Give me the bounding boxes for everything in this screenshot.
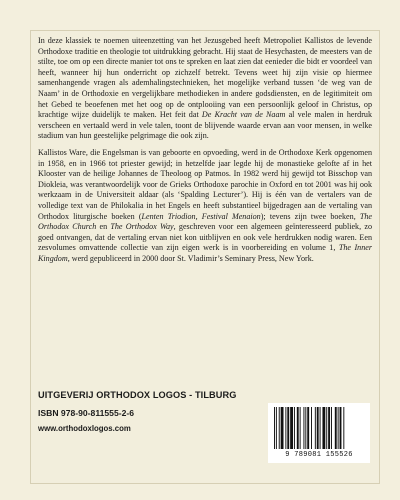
isbn-barcode <box>268 403 370 463</box>
publisher-name: UITGEVERIJ ORTHODOX LOGOS - TILBURG <box>38 390 237 400</box>
text-run: Kallistos Ware, die Engelsman is van geboorte en opvoeding, werd in de Orthodoxe Kerk opgenomen in 1958, en in 1966 tot priester gewijd; in hetzelfde jaar legde hij de monastieke gelofte af in het Klooster van de heilige Johannes de Theoloog op Patmos. In 1982 werd hij gewijd tot Bisschop van Diokleia, was verantwoordelijk voor de Grieks Orthodoxe parochie in Oxford en tot 2001 was hij ook werkzaam in de Universiteit aldaar (als ‘Spalding Lecturer’). Hij is één van de vertalers van de volledige text van de Philokalia in het Engels en heeft substantieel bijgedragen aan de vertaling van Orthodox liturgische boeken ( <box>38 147 372 221</box>
blurb-paragraph-2 <box>38 148 372 265</box>
text-run: In deze klassiek te noemen uiteenzetting van het Jezusgebed heeft Metropoliet Kallistos de levende Orthodoxe traditie en theologie tot uitdrukking gebracht. Hij staat de Hesychasten, de meesters van de stilte, toe om op een directe manier tot ons te spreken en laat zien dat eenieder die bidt er voordeel van heeft, wanneer hij hun onderricht op zichzelf betrekt. Tevens weet hij zijn visie op hiermee samenhangende vragen als ademhalingstechnieken, het mogelijke verband tussen ‘de weg van de Naam’ in de Orthodoxie en vergelijkbare methodieken in andere godsdiensten, en de legitimiteit om het Gebed te beoefenen met het oog op de ontplooiing van een persoonlijk geloof in Christus, op krachtige wijze duidelijk te maken. Het feit dat <box>38 36 372 120</box>
barcode-number: 9 789081 155526 <box>285 451 353 459</box>
publisher-website: www.orthodoxlogos.com <box>38 424 131 433</box>
text-run: , geschreven voor een algemeen geïnteresseerd publiek, zo goed ontvangen, dat de vertaling ervan niet kon uitblijven en ook vele herdrukken nodig waren. Een zesvolumes omvattende collectie van zijn eigen werk is in voorbereiding en volume 1, <box>38 222 373 253</box>
text-run: , werd gepubliceerd in 2000 door St. Vladimir’s Seminary Press, New York. <box>67 253 314 263</box>
text-run: ); tevens zijn twee boeken, <box>260 211 360 221</box>
blurb-text <box>38 36 372 270</box>
italic-title: The Inner Kingdom <box>38 243 372 263</box>
barcode-bars <box>274 407 364 451</box>
italic-title: The Orthodox Church <box>38 211 372 232</box>
text-run: al vele malen in herdruk verscheen en vertaald werd in vele talen, toont de blijvende waarde ervan aan voor mensen, in welke stadium van hun geestelijke pelgrimage die ook zijn. <box>38 110 372 141</box>
italic-title: The Orthodox Way <box>110 222 174 232</box>
italic-title: Lenten Triodion, Festival Menaion <box>141 211 261 221</box>
isbn-number: ISBN 978-90-811555-2-6 <box>38 408 135 418</box>
italic-title: De Kracht van de Naam <box>201 110 286 120</box>
blurb-paragraph-1 <box>38 36 372 142</box>
text-run: en <box>96 222 111 232</box>
